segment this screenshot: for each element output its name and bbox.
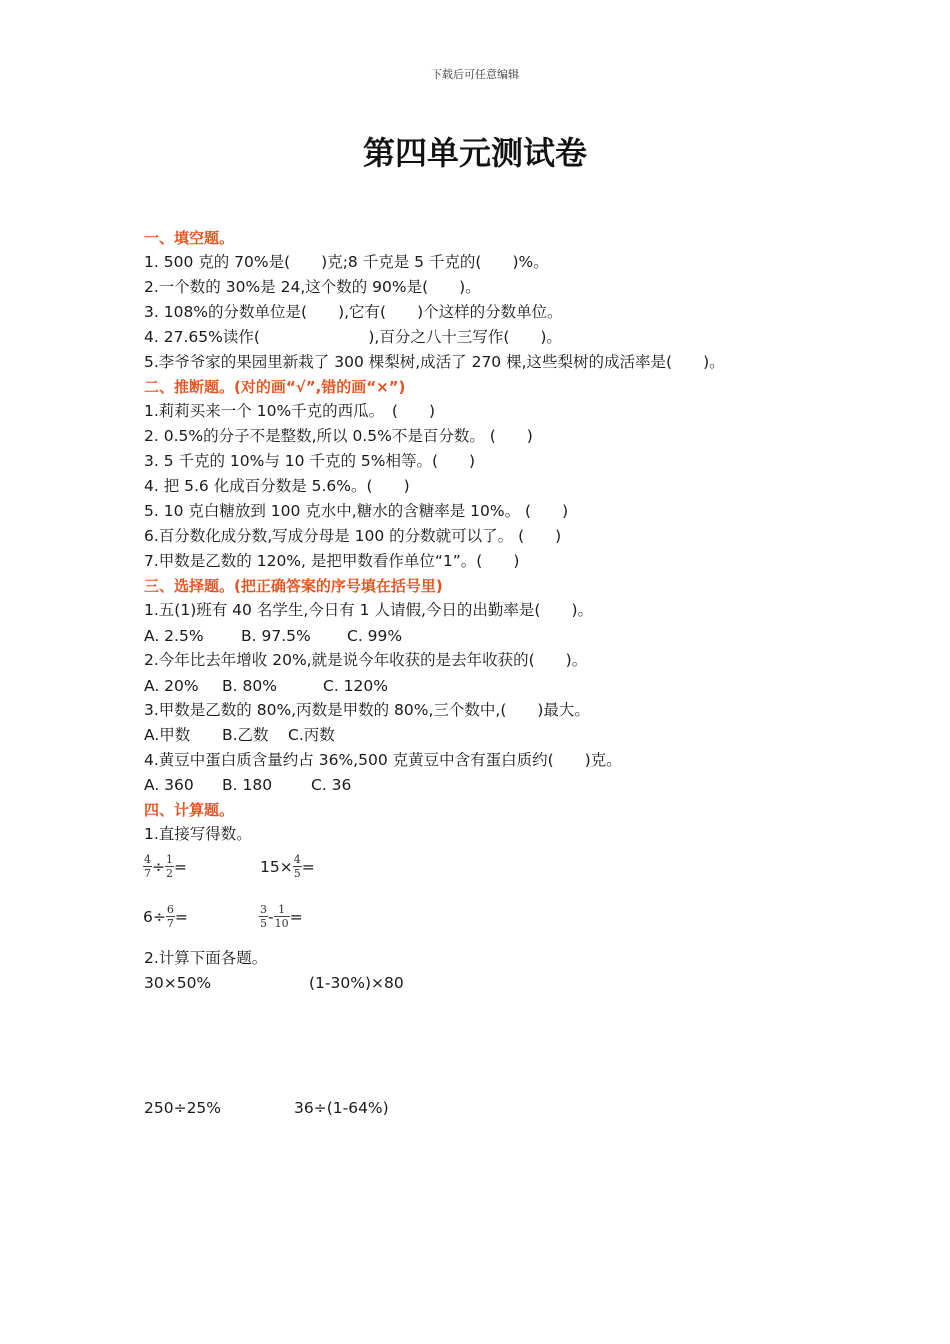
fraction: $\frac{4}{5}$	[293, 853, 301, 880]
option-a: A.甲数	[144, 726, 191, 744]
s1-q4: 4. 27.65%读作( ),百分之八十三写作( )。	[144, 328, 562, 346]
calc-4: 36÷(1-64%)	[294, 1099, 389, 1117]
s1-q3: 3. 108%的分数单位是( ),它有( )个这样的分数单位。	[144, 303, 563, 321]
calc-2: (1-30%)×80	[309, 974, 404, 992]
s3-q4-options	[144, 775, 351, 795]
s1-q1: 1. 500 克的 70%是( )克;8 千克是 5 千克的( )%。	[144, 253, 549, 271]
option-b: B. 80%	[222, 677, 277, 695]
fraction: $\frac{3}{5}$	[260, 903, 267, 930]
s2-q3: 3. 5 千克的 10%与 10 千克的 5%相等。( )	[144, 452, 476, 470]
s3-q1-options	[144, 626, 402, 646]
section-3-heading: 三、选择题。(把正确答案的序号填在括号里)	[144, 577, 443, 595]
calc-3: 250÷25%	[144, 1099, 222, 1117]
s2-q7: 7.甲数是乙数的 120%, 是把甲数看作单位“1”。( )	[144, 552, 520, 570]
option-a: A. 2.5%	[144, 627, 204, 645]
section-1-heading: 一、填空题。	[144, 229, 235, 247]
fraction: $\frac{6}{7}$	[166, 903, 174, 930]
calc-1: 30×50%	[144, 974, 212, 992]
fraction: $\frac{4}{7}$	[144, 853, 151, 880]
expr-1: $\frac{4}{7}$ ÷ $\frac{1}{2}$ =	[144, 853, 187, 880]
s2-q5: 5. 10 克白糖放到 100 克水中,糖水的含糖率是 10%。 ( )	[144, 502, 569, 520]
option-c: C. 36	[311, 776, 352, 794]
s4-sub1: 1.直接写得数。	[144, 825, 252, 843]
s1-q5: 5.李爷爷家的果园里新栽了 300 棵梨树,成活了 270 棵,这些梨树的成活率是( )。	[144, 353, 725, 371]
s1-q2: 2.一个数的 30%是 24,这个数的 90%是( )。	[144, 278, 481, 296]
s4-sub2: 2.计算下面各题。	[144, 949, 268, 967]
page-header: 下载后可任意编辑	[431, 68, 519, 81]
page-title: 第四单元测试卷	[362, 134, 587, 172]
option-a: A. 20%	[144, 677, 199, 695]
fraction: $\frac{1}{10}$	[274, 903, 289, 930]
s3-q2: 2.今年比去年增收 20%,就是说今年收获的是去年收获的( )。	[144, 651, 588, 669]
s3-q3: 3.甲数是乙数的 80%,丙数是甲数的 80%,三个数中,( )最大。	[144, 701, 590, 719]
s3-q1: 1.五(1)班有 40 名学生,今日有 1 人请假,今日的出勤率是( )。	[144, 601, 593, 619]
s2-q1: 1.莉莉买来一个 10%千克的西瓜。 ( )	[144, 402, 436, 420]
s2-q6: 6.百分数化成分数,写成分母是 100 的分数就可以了。 ( )	[144, 527, 562, 545]
option-b: B.乙数	[222, 726, 269, 744]
expr-2: 15× $\frac{4}{5}$ =	[260, 853, 315, 880]
s3-q3-options	[144, 725, 335, 745]
section-2-heading: 二、推断题。(对的画“√”,错的画“×”)	[144, 378, 406, 396]
option-a: A. 360	[144, 776, 194, 794]
fraction: $\frac{1}{2}$	[166, 853, 173, 880]
option-c: C.丙数	[288, 726, 335, 744]
s2-q2: 2. 0.5%的分子不是整数,所以 0.5%不是百分数。 ( )	[144, 427, 533, 445]
section-4-heading: 四、计算题。	[144, 801, 235, 819]
option-c: C. 120%	[323, 677, 388, 695]
option-b: B. 97.5%	[241, 627, 311, 645]
s2-q4: 4. 把 5.6 化成百分数是 5.6%。( )	[144, 477, 410, 495]
expr-3: 6÷ $\frac{6}{7}$ =	[143, 903, 188, 930]
option-b: B. 180	[222, 776, 273, 794]
expr-4: $\frac{3}{5}$ - $\frac{1}{10}$ =	[260, 903, 303, 930]
option-c: C. 99%	[347, 627, 403, 645]
s3-q4: 4.黄豆中蛋白质含量约占 36%,500 克黄豆中含有蛋白质约( )克。	[144, 751, 622, 769]
s3-q2-options	[144, 676, 388, 696]
